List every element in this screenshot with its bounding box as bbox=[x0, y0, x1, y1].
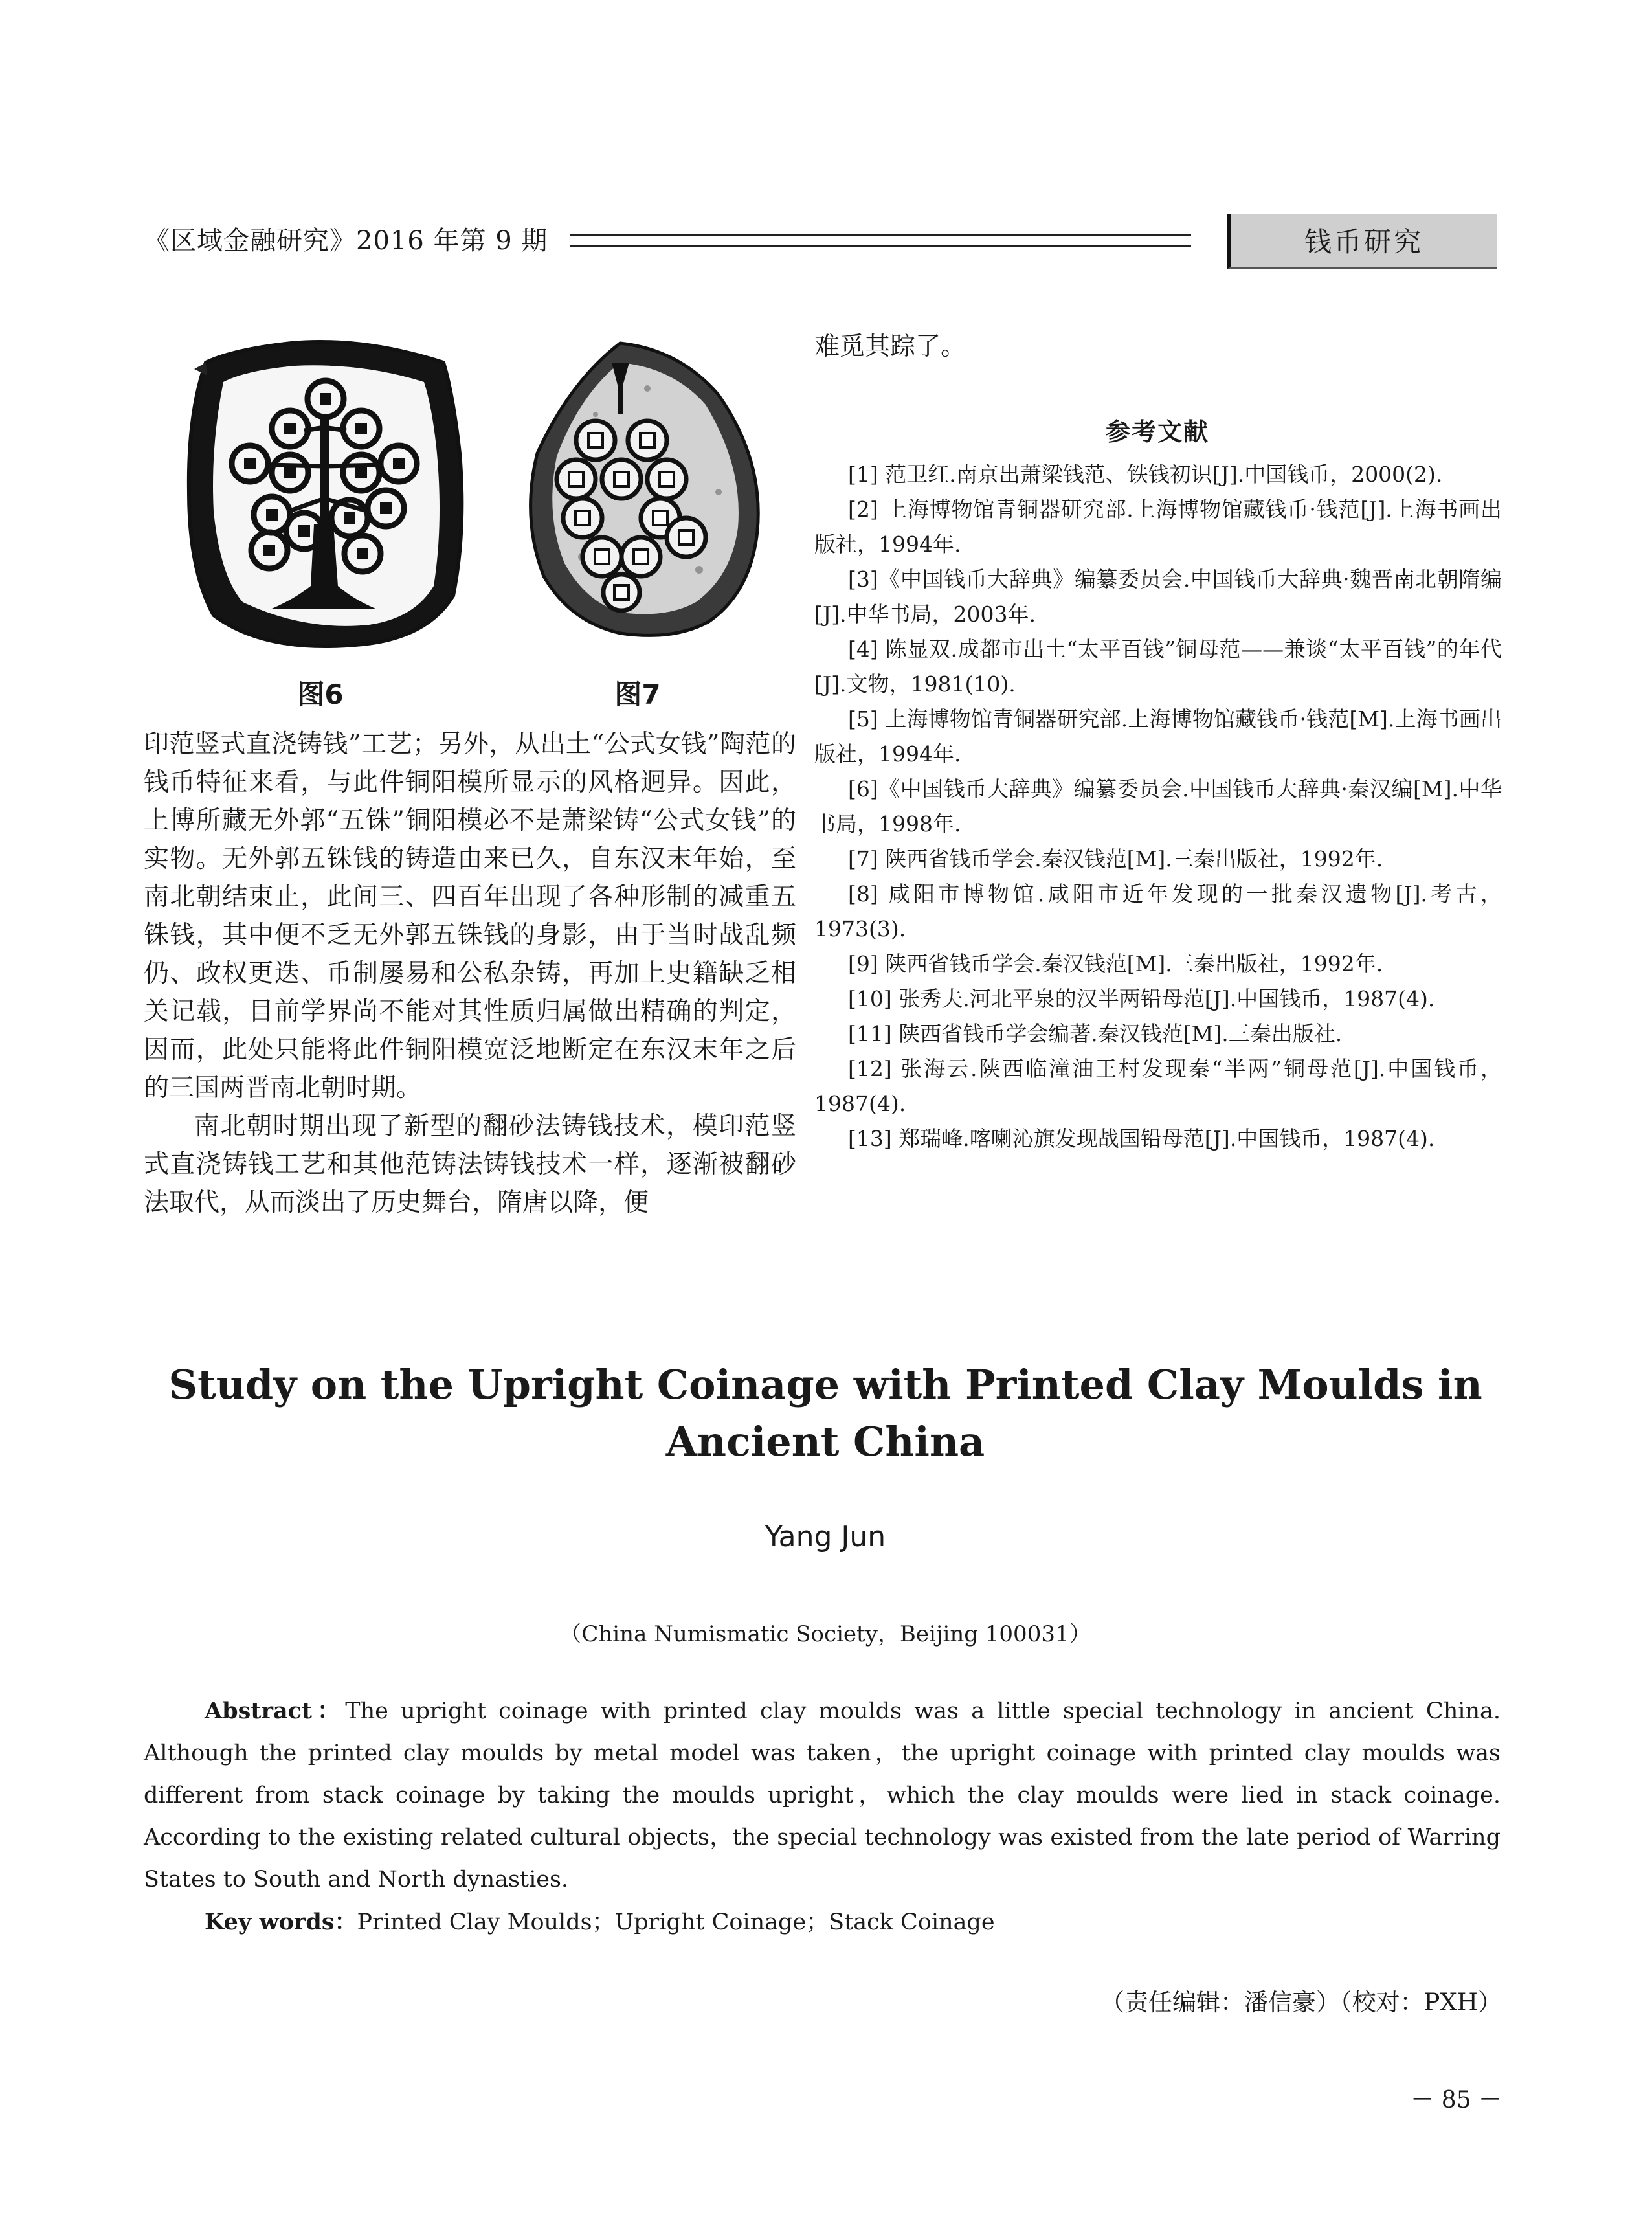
figure-6-caption: 图6 bbox=[297, 679, 344, 710]
body-paragraph: 印范竖式直浇铸钱”工艺；另外，从出土“公式女钱”陶范的钱币特征来看，与此件铜阳模所显示的风格迥异。因此，上博所藏无外郭“五铢”铜阳模必不是萧梁铸“公式女钱”的实物。无外郭五铢钱的铸造由来已久，自东汉末年始，至南北朝结束止，此间三、四百年出现了各种形制的减重五铢钱，其中便不乏无外郭五铢钱的身影，由于当时战乱频仍、政权更迭、币制屡易和公私杂铸，再加上史籍缺乏相关记载，目前学界尚不能对其性质归属做出精确的判定，因而，此处只能将此件铜阳模宽泛地断定在东汉末年之后的三国两晋南北朝时期。 bbox=[144, 730, 796, 1103]
abstract-paragraph bbox=[144, 1690, 1501, 1901]
reference-item: [12] 张海云.陕西临潼油王村发现秦“半两”铜母范[J].中国钱币，1987(4). bbox=[814, 1056, 1502, 1116]
abstract-label: Abstract： bbox=[205, 1698, 346, 1724]
keywords-text: Printed Clay Moulds；Upright Coinage；Stack Coinage bbox=[357, 1909, 995, 1935]
reference-item: [9] 陕西省钱币学会.秦汉钱范[M].三秦出版社，1992年. bbox=[848, 951, 1383, 976]
references-heading: 参考文献 bbox=[1105, 418, 1209, 446]
continuation-text: 难觅其踪了。 bbox=[814, 332, 966, 361]
figure-7-caption: 图7 bbox=[614, 679, 661, 710]
abstract-text: The upright coinage with printed clay moulds was a little special technology in ancient China. Although the printed clay moulds by metal model was taken，the upright coinage with printed clay moulds was different from stack coinage by taking the moulds upright，which the clay moulds were lied in stack coinage. According to the existing related cultural objects，the special technology was existed from the late period of Warring States to South and North dynasties. bbox=[144, 1698, 1501, 1893]
reference-item: [5] 上海博物馆青铜器研究部.上海博物馆藏钱币·钱范[M].上海书画出版社，1994年. bbox=[814, 706, 1502, 767]
reference-item: [13] 郑瑞峰.喀喇沁旗发现战国铅母范[J].中国钱币，1987(4). bbox=[848, 1126, 1435, 1151]
references-list bbox=[814, 457, 1502, 1156]
figure-7-image bbox=[531, 343, 759, 635]
reference-item: [3]《中国钱币大辞典》编纂委员会.中国钱币大辞典·魏晋南北朝隋编[J].中华书局，2003年. bbox=[814, 567, 1502, 627]
keywords-paragraph bbox=[144, 1901, 1501, 1944]
reference-item: [1] 范卫红.南京出萧梁钱范、铁钱初识[J].中国钱币，2000(2). bbox=[848, 462, 1443, 487]
reference-item: [7] 陕西省钱币学会.秦汉钱范[M].三秦出版社，1992年. bbox=[848, 846, 1383, 871]
figure-6-image bbox=[189, 342, 462, 646]
body-paragraph: 南北朝时期出现了新型的翻砂法铸钱技术，模印范竖式直浇铸钱工艺和其他范铸法铸钱技术一样，逐渐被翻砂法取代，从而淡出了历史舞台，隋唐以降，便 bbox=[144, 1112, 796, 1217]
english-affiliation: （China Numismatic Society，Beijing 100031） bbox=[559, 1621, 1091, 1647]
editor-note: （责任编辑：潘信豪）（校对：PXH） bbox=[1100, 1988, 1502, 2016]
english-title: Study on the Upright Coinage with Printed Clay Moulds in Ancient China bbox=[168, 1361, 1482, 1465]
reference-item: [8] 咸阳市博物馆.咸阳市近年发现的一批秦汉遗物[J].考古，1973(3). bbox=[814, 881, 1502, 941]
keywords-label: Key words： bbox=[205, 1909, 357, 1935]
reference-item: [4] 陈显双.成都市出土“太平百钱”铜母范——兼谈“太平百钱”的年代[J].文物，1981(10). bbox=[814, 636, 1502, 697]
english-author: Yang Jun bbox=[765, 1520, 886, 1553]
page-number: － 85 － bbox=[1411, 2087, 1502, 2113]
section-tag: 钱币研究 bbox=[1227, 214, 1497, 269]
reference-item: [2] 上海博物馆青铜器研究部.上海博物馆藏钱币·钱范[J].上海书画出版社，1994年. bbox=[814, 497, 1502, 557]
reference-item: [6]《中国钱币大辞典》编纂委员会.中国钱币大辞典·秦汉编[M].中华书局，1998年. bbox=[814, 776, 1502, 837]
left-column-text bbox=[144, 725, 796, 1222]
journal-title: 《区域金融研究》2016 年第 9 期 bbox=[144, 226, 548, 256]
reference-item: [10] 张秀夫.河北平泉的汉半两铅母范[J].中国钱币，1987(4). bbox=[848, 986, 1435, 1011]
reference-item: [11] 陕西省钱币学会编著.秦汉钱范[M].三秦出版社. bbox=[848, 1021, 1343, 1046]
english-abstract bbox=[144, 1690, 1501, 1944]
